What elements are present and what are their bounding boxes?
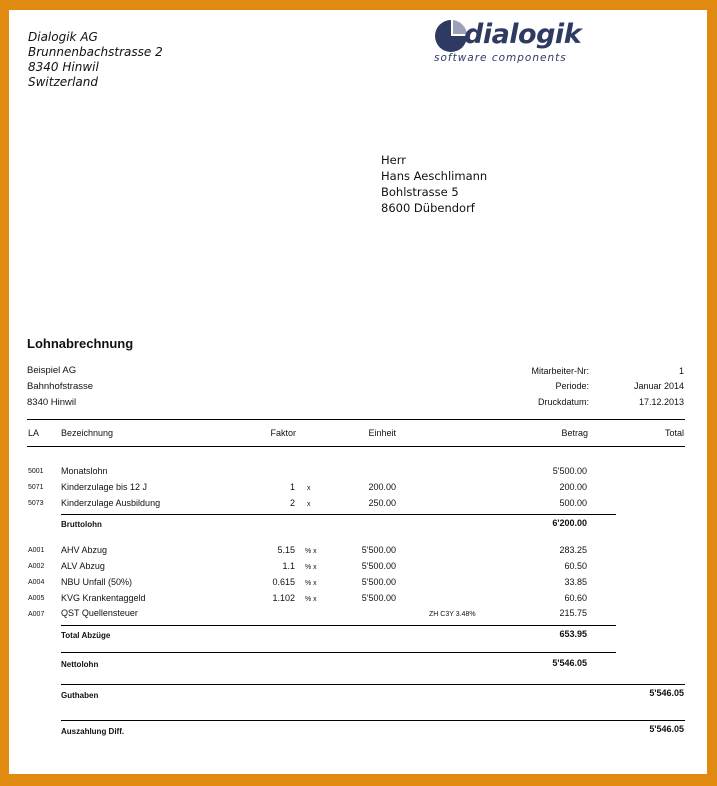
- row-operator: % x: [305, 564, 317, 571]
- row-label: QST Quellensteuer: [61, 608, 138, 618]
- row-la: 5071: [28, 484, 44, 491]
- row-einheit: 5'500.00: [361, 577, 396, 587]
- total-deductions-betrag: 653.95: [559, 629, 587, 639]
- row-label: Monatslohn: [61, 466, 108, 476]
- recipient-line: 8600 Dübendorf: [381, 201, 475, 215]
- row-operator: % x: [305, 548, 317, 555]
- row-einheit: 200.00: [368, 482, 396, 492]
- logo-wordmark: dialogik: [464, 19, 582, 50]
- row-betrag: 500.00: [559, 498, 587, 508]
- employer-line: Beispiel AG: [27, 365, 77, 376]
- meta-value-employee-no: 1: [678, 366, 684, 376]
- recipient-line: Hans Aeschlimann: [381, 169, 488, 183]
- row-label: ALV Abzug: [61, 561, 105, 571]
- row-la: A005: [28, 595, 45, 602]
- employer-address: [27, 363, 93, 411]
- meta-value-period: Januar 2014: [633, 381, 684, 391]
- recipient-line: Herr: [381, 153, 406, 167]
- employer-line: 8340 Hinwil: [27, 397, 77, 408]
- netto-label: Nettolohn: [61, 660, 99, 669]
- row-la: A002: [28, 563, 45, 570]
- employer-line: Bahnhofstrasse: [27, 381, 94, 392]
- document-title: Lohnabrechnung: [27, 336, 134, 351]
- row-faktor: 0.615: [272, 577, 295, 587]
- row-la: 5073: [28, 500, 44, 507]
- row-operator: x: [307, 501, 311, 508]
- total-deductions-rule: [61, 625, 616, 626]
- row-betrag: 33.85: [564, 577, 587, 587]
- row-la: A001: [28, 547, 45, 554]
- row-einheit: 5'500.00: [361, 545, 396, 555]
- guthaben-total: 5'546.05: [649, 688, 684, 698]
- row-faktor: 1.1: [282, 561, 295, 571]
- row-einheit: 250.00: [368, 498, 396, 508]
- col-header-betrag: Betrag: [561, 428, 588, 438]
- row-label: NBU Unfall (50%): [61, 577, 133, 587]
- col-header-total: Total: [664, 428, 684, 438]
- brutto-rule: [61, 514, 616, 515]
- logo-tagline: software components: [434, 52, 567, 64]
- col-header-bezeichnung: Bezeichnung: [61, 428, 114, 438]
- row-einheit: 5'500.00: [361, 593, 396, 603]
- row-betrag: 215.75: [559, 608, 587, 618]
- netto-betrag: 5'546.05: [552, 658, 587, 668]
- row-operator: x: [307, 485, 311, 492]
- sender-line: Dialogik AG: [28, 30, 98, 44]
- auszahlung-rule: [61, 720, 685, 721]
- recipient-address: [381, 152, 487, 216]
- netto-rule: [61, 652, 616, 653]
- row-operator: % x: [305, 580, 317, 587]
- row-label: Kinderzulage Ausbildung: [61, 498, 161, 508]
- row-betrag: 60.60: [564, 593, 587, 603]
- row-note: ZH C3Y 3.48%: [429, 611, 476, 618]
- total-deductions-label: Total Abzüge: [61, 631, 111, 640]
- col-header-faktor: Faktor: [270, 428, 296, 438]
- row-la: A004: [28, 579, 45, 586]
- col-header-einheit: Einheit: [368, 428, 396, 438]
- row-la: A007: [28, 611, 45, 618]
- auszahlung-label: Auszahlung Diff.: [61, 727, 125, 736]
- col-header-la: LA: [28, 428, 40, 438]
- row-betrag: 5'500.00: [552, 466, 587, 476]
- meta-value-print-date: 17.12.2013: [638, 397, 684, 407]
- sender-line: Brunnenbachstrasse 2: [28, 45, 163, 59]
- column-header-rule: [27, 446, 685, 447]
- recipient-line: Bohlstrasse 5: [381, 185, 459, 199]
- sender-line: 8340 Hinwil: [28, 60, 99, 74]
- row-faktor: 1.102: [272, 593, 295, 603]
- sender-address: [28, 30, 163, 90]
- header-rule: [27, 419, 685, 420]
- row-faktor: 2: [289, 498, 295, 508]
- row-betrag: 200.00: [559, 482, 587, 492]
- row-faktor: 5.15: [277, 545, 295, 555]
- row-betrag: 283.25: [559, 545, 587, 555]
- payslip-page: [9, 10, 707, 774]
- meta-label-employee-no: Mitarbeiter-Nr:: [531, 366, 589, 376]
- auszahlung-total: 5'546.05: [649, 724, 684, 734]
- row-label: AHV Abzug: [61, 545, 108, 555]
- row-la: 5001: [28, 468, 44, 475]
- sender-line: Switzerland: [28, 75, 98, 89]
- row-label: KVG Krankentaggeld: [61, 593, 146, 603]
- row-einheit: 5'500.00: [361, 561, 396, 571]
- brutto-betrag: 6'200.00: [552, 518, 587, 528]
- row-betrag: 60.50: [564, 561, 587, 571]
- row-label: Kinderzulage bis 12 J: [61, 482, 148, 492]
- brutto-label: Bruttolohn: [61, 520, 102, 529]
- meta-label-period: Periode:: [555, 381, 589, 391]
- meta-label-print-date: Druckdatum:: [537, 397, 589, 407]
- guthaben-rule: [61, 684, 685, 685]
- row-faktor: 1: [289, 482, 295, 492]
- row-operator: % x: [305, 596, 317, 603]
- guthaben-label: Guthaben: [61, 691, 99, 700]
